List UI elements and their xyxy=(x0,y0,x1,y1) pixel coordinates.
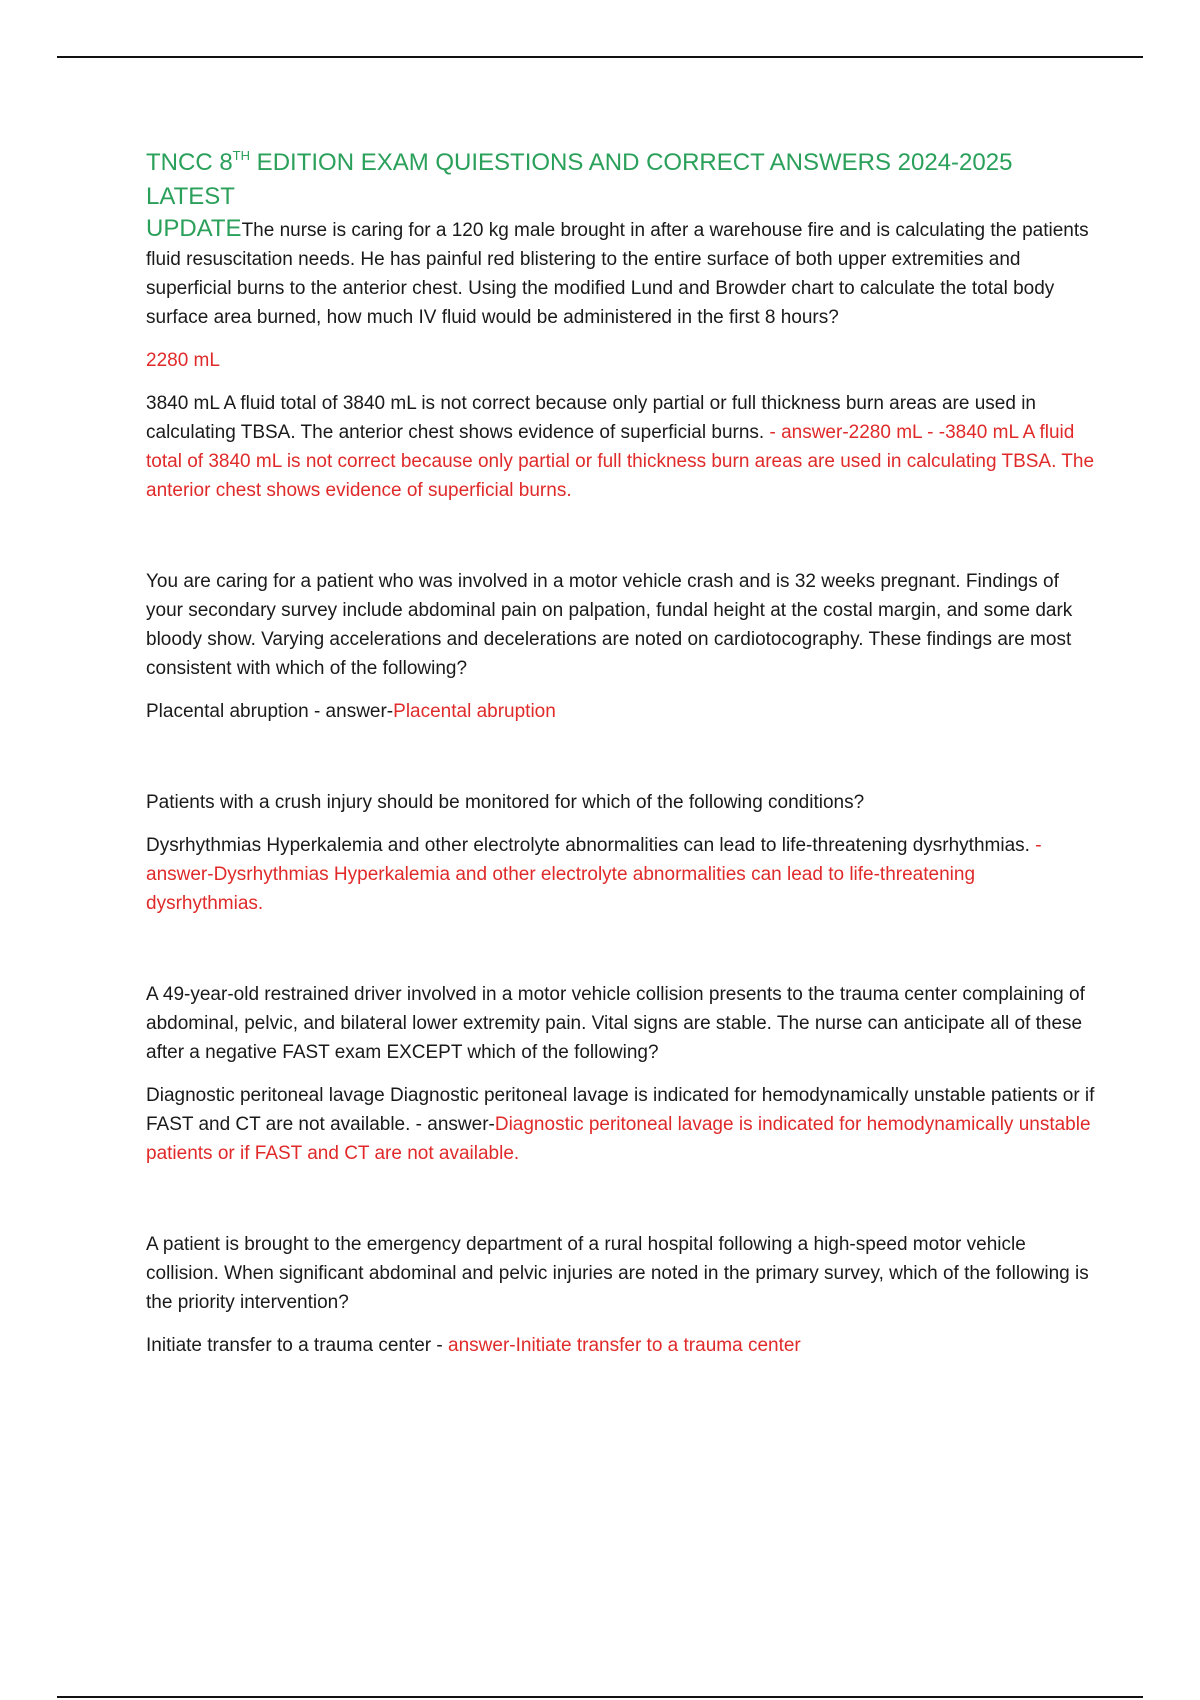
title-text-continued: EDITION EXAM QUIESTIONS AND CORRECT ANSWERS 2024-2025 LATEST xyxy=(146,149,1013,210)
question-2: You are caring for a patient who was involved in a motor vehicle crash and is 32 weeks pregnant. Findings of your secondary survey include abdominal pain on palpation, fundal height at the costal margin, and some dark bloody show. Varying accelerations and decelerations are noted on cardiotocography. These findings are most consistent with which of the following? xyxy=(146,571,1073,679)
question-3-response-text: Dysrhythmias Hyperkalemia and other electrolyte abnormalities can lead to life-threatening dysrhythmias. xyxy=(146,835,1036,856)
title-superscript: TH xyxy=(232,148,251,163)
title-update: UPDATE xyxy=(146,215,242,242)
question-1-answer: - answer-2280 mL - -3840 mL A fluid total of 3840 mL is not correct because only partial or full thickness burn areas are used in calculating TBSA. The anterior chest shows evidence of superficial burns. xyxy=(146,422,1095,501)
question-2-answer: Placental abruption xyxy=(393,701,556,722)
question-1-response xyxy=(146,389,1096,505)
question-5: A patient is brought to the emergency department of a rural hospital following a high-speed motor vehicle collision. When significant abdominal and pelvic injuries are noted in the primary survey, which of the following is the priority intervention? xyxy=(146,1234,1089,1313)
question-4-response xyxy=(146,1081,1096,1168)
question-3-answer: - answer-Dysrhythmias Hyperkalemia and other electrolyte abnormalities can lead to life-threatening dysrhythmias. xyxy=(146,835,1042,914)
document-body xyxy=(146,146,1096,1360)
question-4: A 49-year-old restrained driver involved in a motor vehicle collision presents to the trauma center complaining of abdominal, pelvic, and bilateral lower extremity pain. Vital signs are stable. The nurse can anticipate all of these after a negative FAST exam EXCEPT which of the following? xyxy=(146,984,1085,1063)
question-2-response xyxy=(146,697,1096,726)
question-5-response-text: Initiate transfer to a trauma center - xyxy=(146,1335,449,1356)
question-1-explanation: 3840 mL A fluid total of 3840 mL is not correct because only partial or full thickness burn areas are used in calculating TBSA. The anterior chest shows evidence of superficial burns. xyxy=(146,393,1036,443)
top-rule xyxy=(57,56,1143,58)
question-4-response-text: Diagnostic peritoneal lavage Diagnostic peritoneal lavage is indicated for hemodynamically unstable patients or if FAST and CT are not available. - answer- xyxy=(146,1085,1095,1135)
question-4-answer: Diagnostic peritoneal lavage is indicated for hemodynamically unstable patients or if FAST and CT are not available. xyxy=(146,1114,1091,1164)
question-3-response xyxy=(146,831,1096,918)
question-2-response-text: Placental abruption - answer- xyxy=(146,701,394,722)
question-3: Patients with a crush injury should be monitored for which of the following conditions? xyxy=(146,792,865,813)
question-1 xyxy=(146,214,1096,332)
question-1-text: The nurse is caring for a 120 kg male brought in after a warehouse fire and is calculating the patients fluid resuscitation needs. He has painful red blistering to the entire surface of both upper extremities and superficial burns to the anterior chest. Using the modified Lund and Browder chart to calculate the total body surface area burned, how much IV fluid would be administered in the first 8 hours? xyxy=(146,220,1089,328)
document-title xyxy=(146,146,1096,214)
question-5-response xyxy=(146,1331,1096,1360)
title-text: TNCC 8 xyxy=(146,149,233,176)
bottom-rule xyxy=(57,1696,1143,1698)
question-5-answer: answer-Initiate transfer to a trauma center xyxy=(448,1335,801,1356)
question-1-choice: 2280 mL xyxy=(146,350,220,371)
